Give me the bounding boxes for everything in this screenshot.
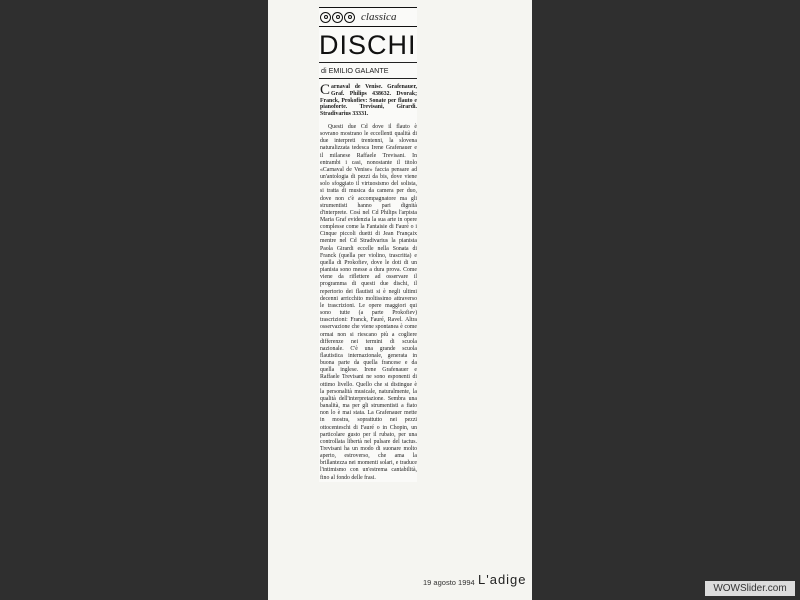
album-info-text: arnaval de Venise. Grafenauer, Graf. Philips 438632. Dvorak; Franck, Prokofiev: Sonate per flauto e pianoforte. Trevisani, Girardi. Stradivarius 33331. <box>320 84 417 118</box>
section-logo <box>320 12 355 23</box>
section-header <box>319 7 417 27</box>
circle-icon <box>320 12 331 23</box>
newspaper-name: L'adige <box>478 572 527 587</box>
watermark-link[interactable]: WOWSlider.com <box>705 581 795 596</box>
newspaper-clipping <box>319 7 417 482</box>
drop-cap: C <box>320 82 331 98</box>
circle-icon <box>344 12 355 23</box>
section-label: classica <box>361 11 397 23</box>
circle-icon <box>332 12 343 23</box>
publication-date: 19 agosto 1994 <box>423 578 475 587</box>
article-title: DISCHI <box>319 30 417 60</box>
album-info <box>319 84 417 118</box>
byline: di EMILIO GALANTE <box>319 63 417 79</box>
article-body: Questi due Cd dove il flauto è sovrano mostrano le eccellenti qualità di due interpreti trentenni, la slovena naturalizzata tedesca Irene Grafenauer e il milanese Raffaele Trevisani. In entrambi i casi, nonostante il titolo «Carnaval de Venise» faccia pensare ad un'antologia di pezzi da bis, dove viene solo sfoggiato il virtuosismo del solista, si tratta di musica da camera per duo, dove non c'è accompagnatore ma gli strumentisti hanno pari dignità d'interprete. Così nel Cd Philips l'arpista Maria Graf evidenzia la sua arte in opere complesse come la Fantaisie di Fauré o i Cinque piccoli duetti di Jean Françaix mentre nel Cd Stradivarius la pianista Paola Girardi eccelle nella Sonata di Franck (quella per violino, trascritta) e quella di Prokofiev, dove le doti di un pianista sono messe a dura prova. Come viene da riflettere ad osservare il programma di questi due dischi, il repertorio dei flautisti si è negli ultimi decenni arricchito moltissimo attraverso le trascrizioni. Le opere maggiori qui sono tutte (a parte Prokofiev) trascrizioni: Franck, Fauré, Ravel. Altra osservazione che viene spontanea è come ormai non si riescano più a cogliere differenze nei termini di scuola nazionale. C'è una grande scuola flautistica internazionale, generata in buona parte da quella francese e da quella inglese. Irene Grafenauer e Raffaele Trevisani ne sono esponenti di ottimo livello. Quello che si distingue è la personalità musicale, naturalmente, la qualità dell'interpretazione. Sembra una banalità, ma per gli strumentisti a fiato non lo è mai stata. La Grafenauer mette in mostra, soprattutto nei pezzi ottocenteschi di Fauré o in Chopin, un particolare gusto per il rubato, per una controllata libertà nel pulsare del tactus. Trevisani ha un modo di suonare molto aperto, estroverso, che ama la brillantezza nei momenti solari, e traduce l'intimismo con un'estrema cantabilità, fino al fondo delle frasi. <box>320 123 417 481</box>
